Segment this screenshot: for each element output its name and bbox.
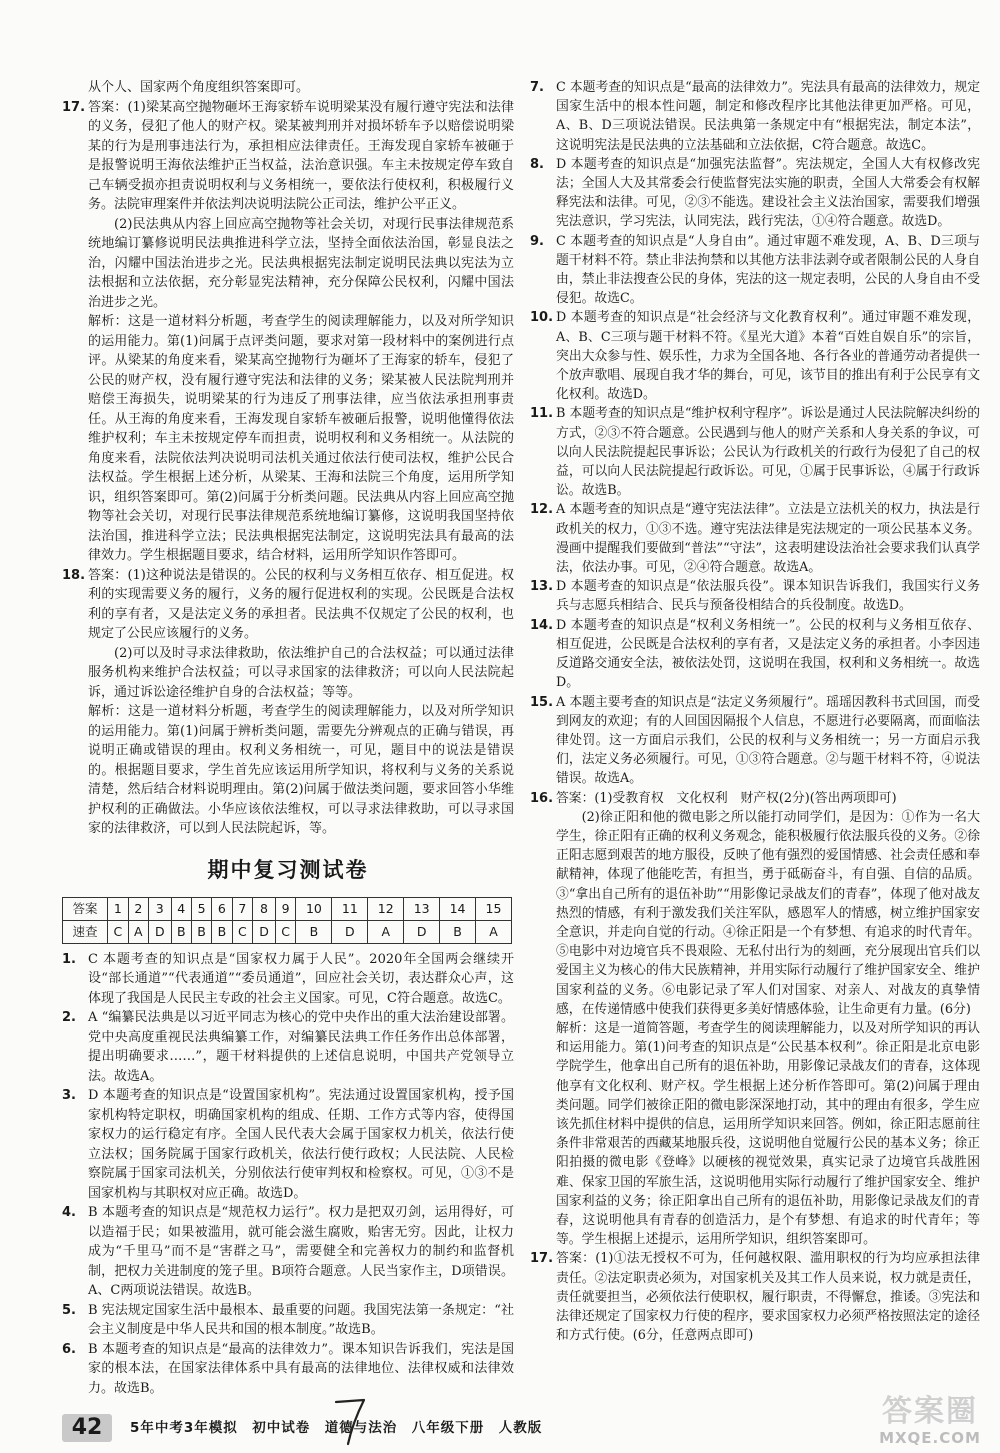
handwritten-mark [330, 1392, 370, 1448]
table-cell: 11 [332, 897, 368, 920]
list-item [530, 693, 980, 789]
question-number: 2. [62, 1010, 76, 1025]
answer-quick-table [62, 897, 512, 944]
list-item [62, 950, 514, 1009]
table-cell: 15 [476, 897, 512, 920]
answer-text: B 宪法规定国家生活中最根本、最重要的问题。我国宪法第一条规定：“社会主义制度是中华人民共和国的根本制度。”故选B。 [88, 1302, 514, 1337]
question-number: 15. [530, 694, 554, 710]
table-cell: D [253, 920, 276, 943]
table-cell: 13 [404, 897, 440, 920]
table-cell: 6 [212, 897, 232, 920]
list-item [530, 308, 980, 404]
table-cell: 5 [191, 897, 211, 920]
table-cell: D [148, 920, 171, 943]
table-cell: 8 [253, 897, 276, 920]
table-cell: 7 [232, 897, 253, 920]
watermark-url: MXQE.COM [879, 1429, 981, 1447]
answer-text: (2)民法典从内容上回应高空抛物等社会关切，对现行民事法律规范系统地编订纂修说明民法典推进科学立法，坚持全面依法治国，彰显良法之治，闪耀中国法治进步之光。民法典根据宪法制定说明民法典以宪法为立法根据和立法依据，充分彰显宪法精神，充分保障公民权利，闪耀中国法治进步之光。 [88, 216, 514, 310]
question-number: 3. [62, 1088, 76, 1103]
list-item [530, 577, 980, 615]
list-item [530, 78, 980, 155]
list-item [530, 404, 980, 500]
list-item [530, 232, 980, 309]
table-cell: 12 [368, 897, 404, 920]
answer-text: C 本题考查的知识点是“国家权力属于人民”。2020年全国两会继续开设“部长通道”“代表通道”“委员通道”，回应社会关切，表达群众心声，这体现了我国是人民民主专政的社会主义国家。可见，C符合题意。故选C。 [88, 951, 514, 1006]
list-item [530, 500, 980, 577]
right-column [530, 78, 980, 1345]
answer-text: 答案：(1)①法无授权不可为，任何越权限、滥用职权的行为均应承担法律责任。②法定职责必须为，对国家机关及其工作人员来说，权力就是责任，责任就要担当，必须依法行使职权，履行职责，不得懈怠，推诿。③宪法和法律还规定了国家权力行使的程序，要求国家权力必须严格按照法定的途径和方式行使。(6分，任意两点即可) [556, 1251, 980, 1344]
table-cell: B [171, 920, 191, 943]
question-number: 7. [530, 80, 544, 95]
question-17-left [62, 98, 514, 215]
question-number: 18. [62, 567, 86, 583]
list-item [530, 616, 980, 693]
table-cell: 10 [296, 897, 332, 920]
watermark-logo [870, 1395, 990, 1451]
question-number: 13. [530, 579, 554, 595]
question-number: 17. [62, 99, 86, 115]
table-cell: B [191, 920, 211, 943]
table-cell: A [368, 920, 404, 943]
table-cell: B [212, 920, 232, 943]
table-cell: C [108, 920, 129, 943]
question-number: 6. [62, 1341, 76, 1357]
table-row-label: 速查 [63, 920, 108, 943]
table-cell: C [275, 920, 296, 943]
question-number: 17. [530, 1251, 554, 1267]
question-16 [530, 789, 980, 808]
question-number: 8. [530, 156, 544, 172]
answer-text: D 本题考查的知识点是“依法服兵役”。课本知识告诉我们，我国实行义务兵与志愿兵相结合、民兵与预备役相结合的兵役制度。故选D。 [556, 579, 980, 614]
answer-text: C 本题考查的知识点是“人身自由”。通过审题不难发现，A、B、D三项与题干材料不符。禁止非法拘禁和以其他方法非法剥夺或者限制公民的人身自由，禁止非法搜查公民的身体，宪法的这一规定表明，公民的人身自由不受侵犯。故选C。 [556, 233, 980, 307]
table-cell: A [476, 920, 512, 943]
question-number: 12. [530, 502, 554, 518]
analysis-text: 解析：这是一道材料分析题，考查学生的阅读理解能力，以及对所学知识的运用能力。第(1)问属于点评类问题，要求对第一段材料中的案例进行点评。从梁某的角度来看，梁某高空抛物行为砸坏了王海家的轿车，侵犯了公民的财产权，没有履行遵守宪法和法律的义务；梁某被人民法院判刑并赔偿王海损失，说明梁某的行为违反了刑事法律，应当依法承担刑事责任。从王海的角度来看，王海发现自家轿车被砸后报警，说明他懂得依法维护权利；车主未按规定停车而担责，说明权利和义务相统一。从法院的角度来看，法院依法判决说明司法机关通过依法行使司法权，维护公民合法权益。学生根据上述分析，从梁某、王海和法院三个角度，运用所学知识，组织答案即可。第(2)问属于分析类问题。民法典从内容上回应高空抛物等社会关切，对现行民事法律规范系统地编订纂修，这说明我国坚持依法治国，推进科学立法；民法典根据宪法制定，这说明宪法具有最高的法律效力。学生根据题目要求，结合材料，运用所学知识作答即可。 [88, 314, 514, 563]
answer-text: D 本题考查的知识点是“加强宪法监督”。宪法规定，全国人大有权修改宪法；全国人大及其常委会行使监督宪法实施的职责，全国人大常委会有权解释宪法和法律。可见，②③不能选。建设社会主义法治国家，需要我们增强宪法意识，学习宪法，认同宪法，践行宪法，①④符合题意。故选D。 [556, 156, 980, 230]
table-cell: D [404, 920, 440, 943]
question-number: 16. [530, 790, 554, 806]
answer-text: 答案：(1)梁某高空抛物砸坏王海家轿车说明梁某没有履行遵守宪法和法律的义务，侵犯了他人的财产权。梁某被判刑并对损坏轿车予以赔偿说明梁某的行为是刑事违法行为，承担相应法律责任。王海发现自家轿车被砸于是报警说明王海依法维护正当权益，法治意识强。车主未按规定停车致自己车辆受损亦担责说明权利与义务相统一，要依法行使权利，积极履行义务。法院审理案件并依法判决说明法院公正司法，维护公平正义。 [88, 99, 514, 212]
answer-text: D 本题考查的知识点是“权利义务相统一”。公民的权利与义务相互依存、相互促进，公民既是合法权利的享有者，又是法定义务的承担者。小李因违反道路交通安全法，被依法处罚，这说明在我国，权利和义务相统一。故选D。 [556, 617, 980, 691]
page-footer [62, 1414, 762, 1442]
list-item [62, 1008, 514, 1086]
table-cell: 3 [148, 897, 171, 920]
section-title: 期中复习测试卷 [207, 857, 369, 882]
table-cell: D [332, 920, 368, 943]
question-number: 9. [530, 233, 544, 249]
table-cell: C [232, 920, 253, 943]
analysis-text: 解析：这是一道材料分析题，考查学生的阅读理解能力，以及对所学知识的运用能力。第(1)问属于辨析类问题，需要先分辨观点的正确与错误，再说明正确或错误的理由。权利义务相统一，可见，题目中的说法是错误的。根据题目要求，学生首先应该运用所学知识，将权利与义务的关系说清楚，然后结合材料说明理由。第(2)问属于做法类问题，要求回答小华维护权利的正确做法。小华应该依法维权，可以寻求法律救助，可以寻求国家的法律救济，可以到人民法院起诉，等。 [88, 704, 514, 836]
table-header-row [63, 897, 512, 920]
analysis-text: 解析：这是一道简答题，考查学生的阅读理解能力，以及对所学知识的再认和运用能力。第(1)问考查的知识点是“公民基本权利”。徐正阳是北京电影学院学生，他拿出自己所有的退伍补助，用影像记录战友们的青春，这体现他享有文化权利、财产权。学生根据上述分析作答即可。第(2)问属于理由类问题。同学们被徐正阳的微电影深深地打动，其中的理由有很多，学生应该先抓住材料中提供的信息，运用所学知识来回答。例如，徐正阳志愿前往条件非常艰苦的西藏某地服兵役，这说明他自觉履行公民的基本义务；徐正阳拍摄的微电影《登峰》以硬核的视觉效果，真实记录了边境官兵战胜困难、保家卫国的军旅生活，这说明他用实际行动履行了维护国家安全、维护国家利益的义务；徐正阳拿出自己所有的退伍补助，用影像记录战友们的青春，这说明他具有青春的创造活力，是个有梦想、有追求的时代青年；等等。学生根据上述提示，运用所学知识，组织答案即可。 [556, 1020, 980, 1248]
answer-text: 答案：(1)受教育权 文化权利 财产权(2分)(答出两项即可) [556, 790, 897, 806]
question-17-right [530, 1249, 980, 1345]
answer-text: B 本题考查的知识点是“维护权利守程序”。诉讼是通过人民法院解决纠纷的方式，②③不符合题意。公民遇到与他人的财产关系和人身关系的争议，可以向人民法院提起民事诉讼；公民认为行政机关的行政行为侵犯了自己的权益，可以向人民法院提起行政诉讼。可见，①属于民事诉讼，④属于行政诉讼。故选B。 [556, 406, 980, 499]
answer-text: A “编纂民法典是以习近平同志为核心的党中央作出的重大法治建设部署。党中央高度重视民法典编纂工作，对编纂民法典工作任务作出总体部署，提出明确要求……”，题干材料提供的上述信息说明，中国共产党领导立法。故选A。 [88, 1010, 514, 1084]
question-number: 1. [62, 951, 76, 967]
table-cell: 2 [128, 897, 148, 920]
table-answer-row [63, 920, 512, 943]
table-cell: 14 [440, 897, 476, 920]
list-item [530, 155, 980, 232]
answer-text: A 本题主要考查的知识点是“法定义务须履行”。瑶瑶因教科书式回国，而受到网友的欢迎；有的人回国因隔报个人信息，不愿进行必要隔离，而面临法律处罚。这一方面启示我们，公民的权利与义务相统一；另一方面启示我们，法定义务必须履行。可见，①③符合题意。②与题干材料不符，④说法错误。故选A。 [556, 694, 980, 787]
answer-text: D 本题考查的知识点是“社会经济与文化教育权利”。通过审题不难发现，A、B、C三项与题干材料不符。《星光大道》本着“百姓自娱自乐”的宗旨，突出大众参与性、娱乐性，力求为全国各地、各行各业的普通劳动者提供一个放声歌唱、展现自我才华的舞台，可见，该节目的推出有利于公民享有文化权利。故选D。 [556, 310, 980, 403]
answer-text: D 本题考查的知识点是“设置国家机构”。宪法通过设置国家机构，授予国家机构特定职权，明确国家机构的组成、任期、工作方式等内容，使得国家权力的运行稳定有序。全国人民代表大会属于国家权力机关，依法行使立法权；国务院属于国家行政机关，依法行使行政权；人民法院、人民检察院属于国家司法机关，分别依法行使审判权和检察权。可见，①③不是国家机构与其职权对应正确。故选D。 [88, 1088, 514, 1201]
table-cell: A [128, 920, 148, 943]
answer-text: B 本题考查的知识点是“最高的法律效力”。课本知识告诉我们，宪法是国家的根本法，在国家法律体系中具有最高的法律地位、法律权威和法律效力。故选B。 [88, 1341, 514, 1396]
question-number: 5. [62, 1302, 76, 1318]
answer-text: (2)徐正阳和他的微电影之所以能打动同学们，是因为：①作为一名大学生，徐正阳有正确的权利义务观念，能积极履行依法服兵役的义务。②徐正阳志愿到艰苦的地方服役，反映了他有强烈的爱国情感、社会责任感和奉献精神，体现了他能吃苦，有担当，勇于砥砺奋斗，有自强、自信的品质。③“拿出自己所有的退伍补助”“用影像记录战友们的青春”，体现了他对战友热烈的情感，有利于激发我们关注军队，感恩军人的情感，树立维护国家安全意识，并走向自觉的行动。④徐正阳是一个有梦想、有追求的时代青年。⑤电影中对边境官兵不畏艰险、无私付出行为的刻画，充分展现出官兵们以爱国主义为核心的伟大民族精神，并用实际行动履行了维护国家安全、维护国家利益的义务。⑥电影记录了军人们对国家、对亲人、对战友的真挚情感，在传递情感中使我们获得更多美好情感体验，让生命更有力量。(6分) [556, 809, 980, 1017]
answer-text: A 本题考查的知识点是“遵守宪法法律”。立法是立法机关的权力，执法是行政机关的权力，①③不选。遵守宪法法律是宪法规定的一项公民基本义务。漫画中提醒我们要做到“普法”“守法”，这表明建设法治社会要求我们认真学法，依法办事。可见，②④符合题意。故选A。 [556, 502, 980, 576]
page-number: 42 [62, 1414, 112, 1442]
intro-text: 从个人、国家两个角度组织答案即可。 [88, 80, 310, 95]
watermark-text: 答案圈 [882, 1394, 978, 1429]
left-column [62, 78, 514, 1398]
answer-text: B 本题考查的知识点是“规范权力运行”。权力是把双刃剑，运用得好，可以造福于民；如果被滥用，就可能会滋生腐败，贻害无穷。因此，让权力成为“千里马”而不是“害群之马”，需要健全和完善权力的制约和监督机制，把权力关进制度的笼子里。B项符合题意。人民当家作主，D项错误。A、C两项说法错误。故选B。 [88, 1205, 514, 1298]
list-item [62, 1301, 514, 1340]
answer-text: C 本题考查的知识点是“最高的法律效力”。宪法具有最高的法律效力，规定国家生活中的根本性问题，制定和修改程序比其他法律更加严格。可见，A、B、D三项说法错误。民法典第一条规定中有“根据宪法，制定本法”，这说明宪法是民法典的立法基础和立法依据，C符合题意。故选C。 [556, 80, 980, 153]
answer-text: (2)可以及时寻求法律救助，依法维护自己的合法权益；可以通过法律服务机构来维护合法权益；可以寻求国家的法律救济；可以向人民法院起诉，通过诉讼途径维护自身的合法权益；等等。 [88, 645, 514, 700]
table-cell: 4 [171, 897, 191, 920]
answer-text: 答案：(1)这种说法是错误的。公民的权利与义务相互依存、相互促进。权利的实现需要义务的履行，义务的履行促进权利的实现。公民既是合法权利的享有者，又是法定义务的承担者。民法典不仅规定了公民的权利，也规定了公民应该履行的义务。 [88, 567, 514, 641]
question-number: 14. [530, 617, 554, 633]
question-number: 11. [530, 406, 554, 422]
book-series-title: 5年中考3年模拟 初中试卷 道德与法治 八年级下册 人教版 [130, 1420, 543, 1436]
question-18 [62, 566, 514, 644]
question-number: 4. [62, 1205, 76, 1220]
question-number: 10. [530, 310, 554, 326]
list-item [62, 1203, 514, 1301]
table-cell: 1 [108, 897, 129, 920]
list-item [62, 1086, 514, 1203]
table-cell: B [440, 920, 476, 943]
table-cell: 9 [275, 897, 296, 920]
table-cell: B [296, 920, 332, 943]
list-item [62, 1340, 514, 1399]
table-row-label: 答案 [63, 897, 108, 920]
